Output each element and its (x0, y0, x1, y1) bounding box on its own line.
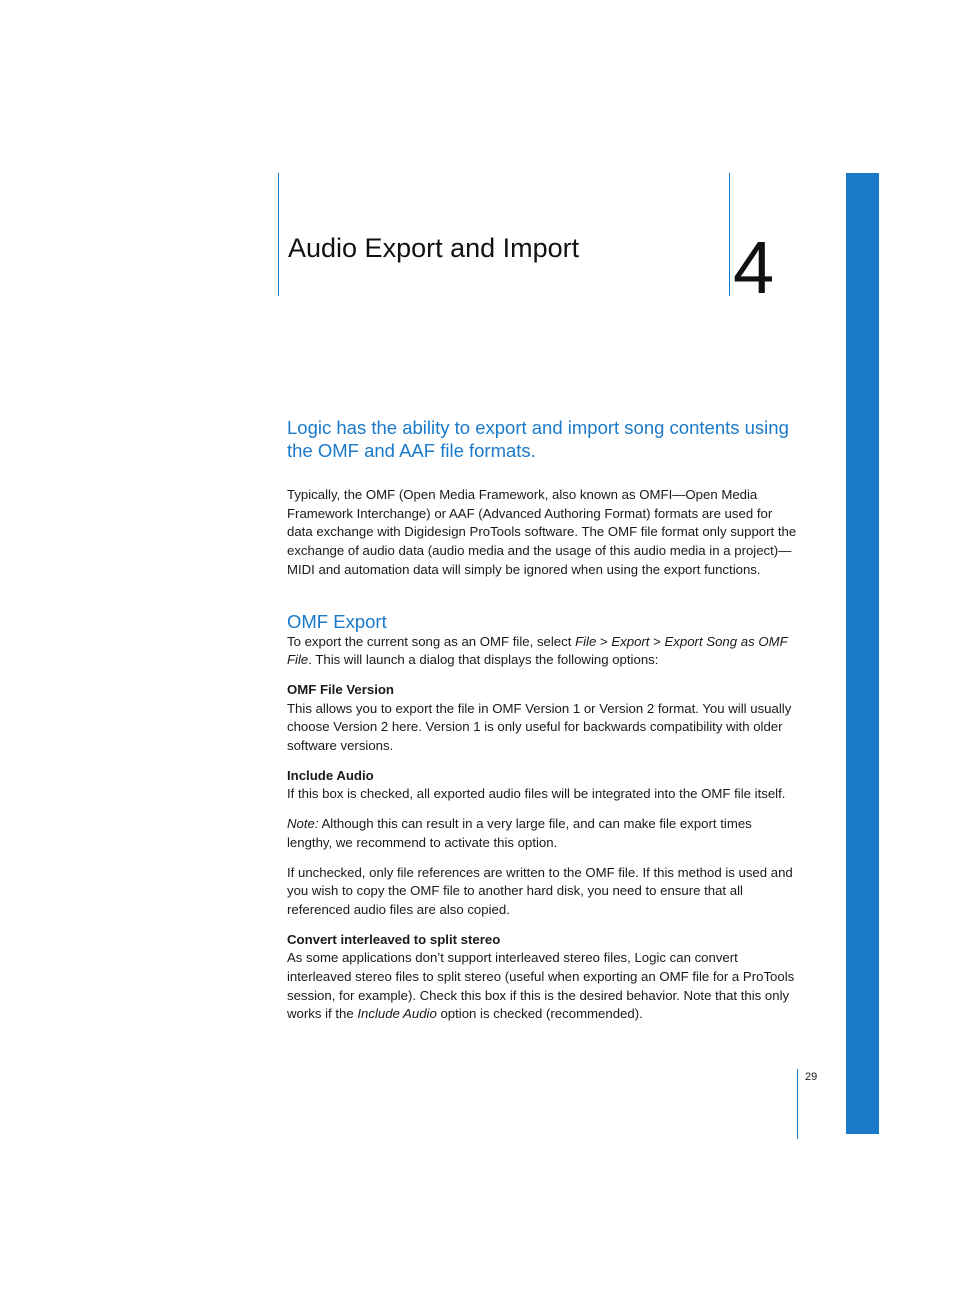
subheading-include-audio: Include Audio (287, 767, 374, 783)
option-include-audio: Include Audio (357, 1006, 437, 1022)
chapter-number-rule (729, 173, 730, 296)
note-label: Note: (287, 816, 319, 832)
include-audio-paragraph: If this box is checked, all exported audio files will be integrated into the OMF file itself. (287, 786, 786, 802)
chapter-title: Audio Export and Import (288, 233, 580, 263)
page-number-rule (797, 1069, 798, 1139)
convert-paragraph: As some applications don’t support interleaved stereo files, Logic can convert interleaved stereo files to split stereo (useful when exporting an OMF file for a ProTools session, for example). Check this box if this is the desired behavior. Note that this only works if the Include Audio option is checked (recommended). (287, 950, 795, 1022)
chapter-side-tab (846, 173, 879, 1134)
chapter-number: 4 (733, 226, 775, 309)
page-content (287, 416, 799, 1035)
note-paragraph: Note: Although this can result in a very large file, and can make file export times lengthy, we recommend to activate this option. (287, 816, 752, 850)
menu-export: Export (611, 633, 650, 649)
section-heading-omf-export: OMF Export (287, 610, 387, 632)
omf-file-version-paragraph: This allows you to export the file in OMF Version 1 or Version 2 format. You will usually choose Version 2 here. Version 1 is only useful for backwards compatibility with older software versions. (287, 700, 792, 754)
unchecked-paragraph: If unchecked, only file references are written to the OMF file. If this method is used and you wish to copy the OMF file to another hard disk, you need to ensure that all referenced audio files are also copied. (287, 864, 793, 917)
intro-paragraph: Typically, the OMF (Open Media Framework, also known as OMFI—Open Media Framework Interchange) or AAF (Advanced Authoring Format) formats are used for data exchange with Digidesign ProTools software. The OMF file format only support the exchange of audio data (audio media and the usage of this audio media in a project)—MIDI and automation data will simply be ignored when using the export functions. (287, 487, 797, 577)
chapter-intro: Logic has the ability to export and import song contents using the OMF and AAF file formats. (287, 417, 789, 461)
subheading-convert-interleaved: Convert interleaved to split stereo (287, 931, 501, 947)
omf-export-paragraph: To export the current song as an OMF file, select File > Export > Export Song as OMF File. This will launch a dialog that displays the following options: (287, 633, 788, 668)
menu-file: File (575, 633, 597, 649)
subheading-omf-file-version: OMF File Version (287, 681, 394, 697)
menu-export-song-as-omf: Export Song as OMF File (287, 633, 788, 668)
title-rule (278, 173, 279, 296)
page-number: 29 (805, 1071, 818, 1083)
